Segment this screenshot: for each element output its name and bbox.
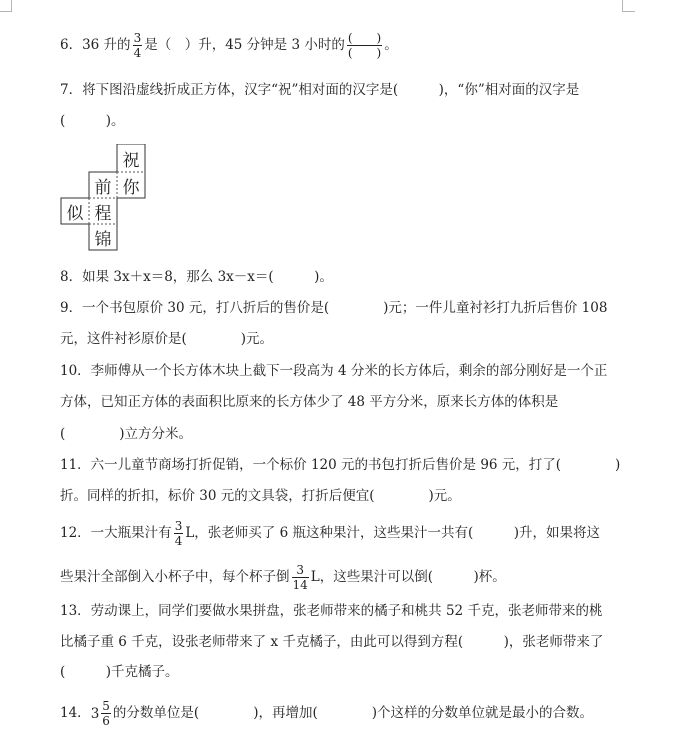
question-8: 8．如果 3x＋x＝8，那么 3x－x＝( )。 — [60, 269, 333, 285]
question-13-line3: ( )千克橘子。 — [60, 664, 179, 680]
question-13-line1: 13．劳动课上，同学们要做水果拼盘，张老师带来的橘子和桃共 52 千克，张老师带来的桃 — [60, 603, 603, 619]
question-11-line2: 折。同样的折扣，标价 30 元的文具袋，打折后便宜( )元。 — [60, 488, 461, 504]
question-7-line2: ( )。 — [60, 113, 125, 129]
question-10-line1: 10．李师傅从一个长方体木块上截下一段高为 4 分米的长方体后，剩余的部分刚好是一个正 — [60, 363, 608, 379]
cube-net-figure — [60, 144, 150, 254]
net-cell-si: 似 — [66, 203, 84, 224]
page-corner-mark-right — [622, 0, 635, 12]
question-10-line2: 方体，已知正方体的表面积比原来的长方体少了 48 平方分米，原来长方体的体积是 — [60, 394, 559, 410]
answer-blank-fraction[interactable]: $\frac{( )}{( )}$ — [347, 31, 382, 60]
question-12-line2: 些果汁全部倒入小杯子中，每个杯子倒 $\frac{3}{14}$ L，这些果汁可以倒( )杯。 — [60, 563, 506, 592]
net-cell-zhu: 祝 — [122, 150, 140, 171]
net-cell-cheng: 程 — [94, 203, 112, 224]
net-cell-qian: 前 — [94, 177, 112, 198]
fraction-3-4: $\frac{3}{4}$ — [133, 31, 142, 60]
mixed-number-3-5-6: 3 $\frac{5}{6}$ — [90, 699, 110, 728]
question-6: 6．36 升的 $\frac{3}{4}$ 是（ ）升，45 分钟是 3 小时的 $\frac{( )}{( )}$ 。 — [60, 31, 398, 60]
question-9-line2: 元，这件衬衫原价是( )元。 — [60, 331, 274, 347]
fraction-3-4-liters: $\frac{3}{4}$ — [174, 519, 183, 548]
question-13-line2: 比橘子重 6 千克，设张老师带来了 x 千克橘子，由此可以得到方程( )，张老师带来了 — [60, 634, 604, 650]
question-7-line1: 7．将下图沿虚线折成正方体，汉字“祝”相对面的汉字是( )，“你”相对面的汉字是 — [60, 82, 580, 98]
question-14: 14． 3 $\frac{5}{6}$ 的分数单位是( )，再增加( )个这样的分数单位就是最小的合数。 — [60, 699, 593, 728]
net-cell-jin: 锦 — [94, 229, 112, 250]
question-11-line1: 11．六一儿童节商场打折促销，一个标价 120 元的书包打折后售价是 96 元，打了( ) — [60, 457, 621, 473]
question-12-line1: 12．一大瓶果汁有 $\frac{3}{4}$ L，张老师买了 6 瓶这种果汁，这些果汁一共有( )升，如果将这 — [60, 519, 600, 548]
page-corner-mark-left — [0, 0, 12, 12]
question-10-line3: ( )立方分米。 — [60, 426, 193, 442]
fraction-3-14-liters: $\frac{3}{14}$ — [292, 563, 308, 592]
question-9-line1: 9．一个书包原价 30 元，打八折后的售价是( )元；一件儿童衬衫打九折后售价 108 — [60, 300, 608, 316]
net-cell-ni: 你 — [122, 177, 140, 198]
